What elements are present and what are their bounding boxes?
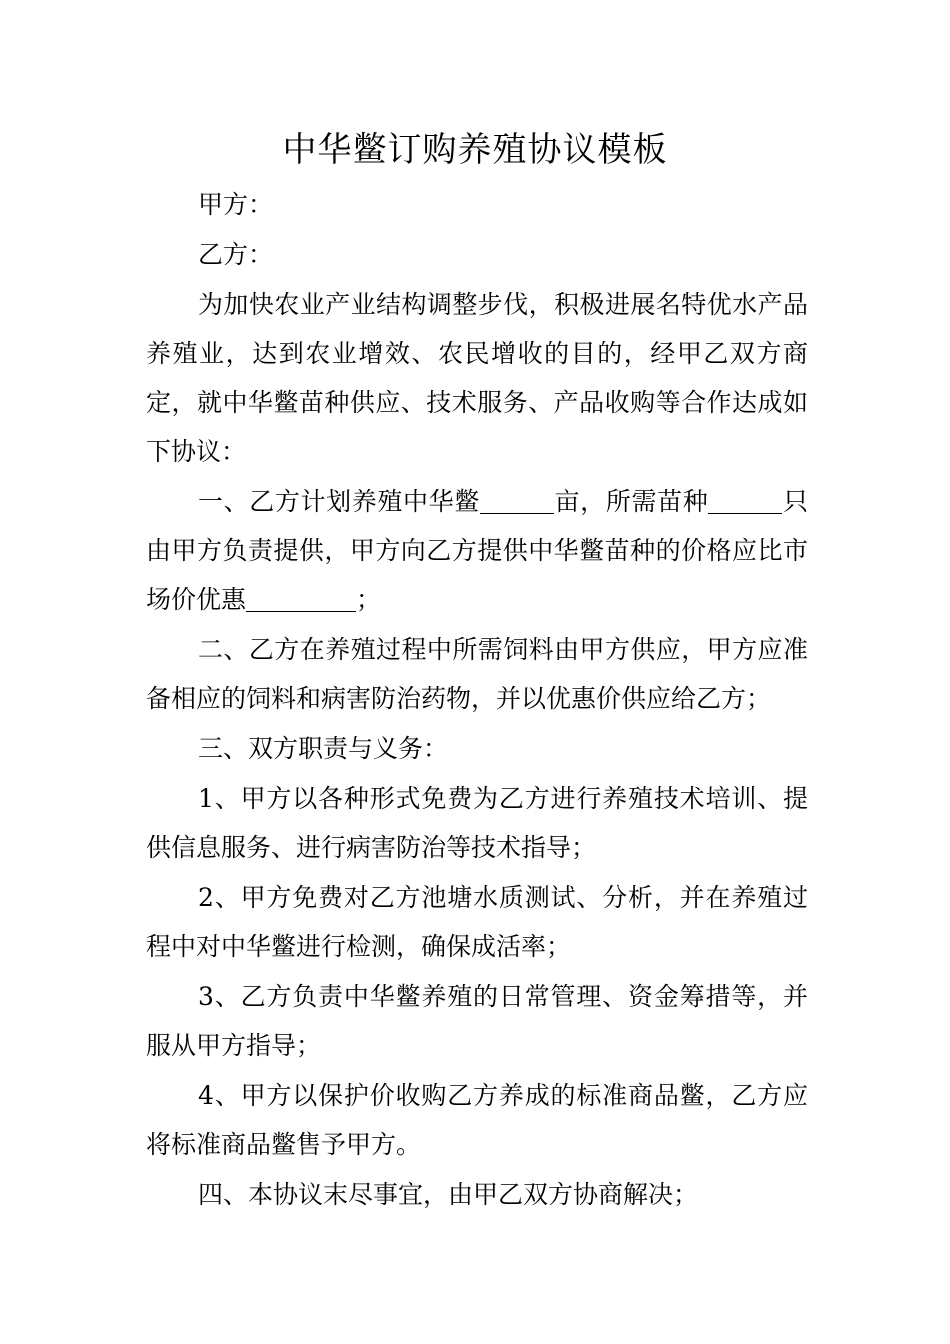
duty-item-4: 4、甲方以保护价收购乙方养成的标准商品鳖，乙方应将标准商品鳖售予甲方。 [146, 1081, 808, 1159]
clause-1-text-a: 一、乙方计划养殖中华鳖 [198, 487, 480, 516]
clause-1-text-c: 只由甲方负责提供，甲方向乙方提供中华鳖苗种的价格应比市场价优惠 [146, 487, 808, 614]
clause-4-paragraph: 四、本协议末尽事宜，由甲乙双方协商解决； [198, 1180, 699, 1209]
party-b-label: 乙方： [198, 240, 274, 269]
clause-1-text-d: ； [356, 585, 382, 614]
clause-1-text-b: 亩，所需苗种 [553, 487, 709, 516]
intro-paragraph: 为加快农业产业结构调整步伐，积极进展名特优水产品养殖业，达到农业增效、农民增收的目的，经甲乙双方商定，就中华鳖苗种供应、技术服务、产品收购等合作达成如下协议： [146, 290, 808, 466]
clause-1-paragraph [146, 477, 808, 624]
document-title: 中华鳖订购养殖协议模板 [282, 130, 668, 170]
duty-item-1: 1、甲方以各种形式免费为乙方进行养殖技术培训、提供信息服务、进行病害防治等技术指导； [146, 784, 808, 862]
clause-2-paragraph: 二、乙方在养殖过程中所需饲料由甲方供应，甲方应准备相应的饲料和病害防治药物，并以优惠价供应给乙方； [146, 635, 808, 713]
document-body [146, 180, 808, 1220]
duty-item-2: 2、甲方免费对乙方池塘水质测试、分析，并在养殖过程中对中华鳖进行检测，确保成活率； [146, 883, 808, 961]
clause-3-title: 三、双方职责与义务： [198, 734, 449, 763]
discount-blank[interactable] [246, 586, 356, 612]
party-a-label: 甲方： [198, 190, 274, 219]
area-blank[interactable] [480, 488, 554, 514]
duty-item-3: 3、乙方负责中华鳖养殖的日常管理、资金筹措等，并服从甲方指导； [146, 982, 808, 1060]
seedling-quantity-blank[interactable] [708, 488, 782, 514]
